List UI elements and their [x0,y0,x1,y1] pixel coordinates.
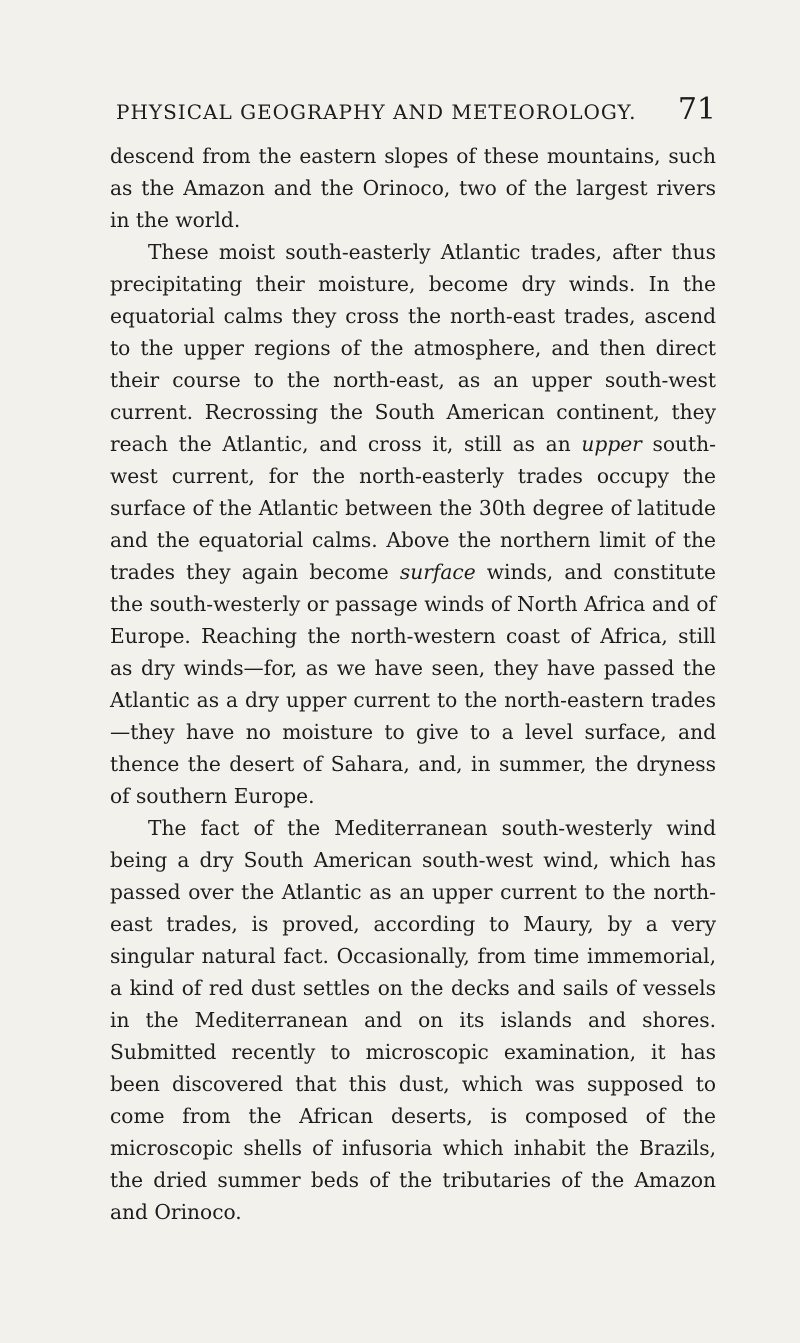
paragraph-2 [110,236,716,812]
paragraph-2-text-b: south-west current, for the north-easterly trades occupy the surface of the Atlantic between the 30th degree of latitude and the equatorial calms. Above the northern limit of the trades they again become [110,432,716,584]
italic-surface: surface [399,560,476,584]
body-text [110,140,716,1228]
italic-upper: upper [581,432,642,456]
running-title: PHYSICAL GEOGRAPHY AND METEOROLOGY. [116,100,637,124]
paragraph-1-text: descend from the eastern slopes of these mountains, such as the Amazon and the Orinoco, two of the largest rivers in the world. [110,144,716,232]
running-head [110,92,716,134]
paragraph-3-text: The fact of the Mediterranean south-westerly wind being a dry South American south-west wind, which has passed over the Atlantic as an upper current to the north-east trades, is proved, according to Maury, by a very singular natural fact. Occasionally, from time immemorial, a kind of red dust settles on the decks and sails of vessels in the Mediterranean and on its islands and shores. Submitted recently to microscopic examination, it has been discovered that this dust, which was supposed to come from the African deserts, is composed of the microscopic shells of infusoria which inhabit the Brazils, the dried summer beds of the tributaries of the Amazon and Orinoco. [110,816,716,1224]
book-page [110,92,716,1228]
paragraph-1 [110,140,716,236]
paragraph-3 [110,812,716,1228]
paragraph-2-text-a: These moist south-easterly Atlantic trades, after thus precipitating their moisture, become dry winds. In the equatorial calms they cross the north-east trades, ascend to the upper regions of the atmosphere, and then direct their course to the north-east, as an upper south-west current. Recrossing the South American continent, they reach the Atlantic, and cross it, still as an [110,240,716,456]
paragraph-2-text-c: winds, and constitute the south-westerly or passage winds of North Africa and of Europe. Reaching the north-western coast of Africa, still as dry winds—for, as we have seen, they have passed the Atlantic as a dry upper current to the north-eastern trades—they have no moisture to give to a level surface, and thence the desert of Sahara, and, in summer, the dryness of southern Europe. [110,560,716,808]
page-number: 71 [677,92,716,127]
